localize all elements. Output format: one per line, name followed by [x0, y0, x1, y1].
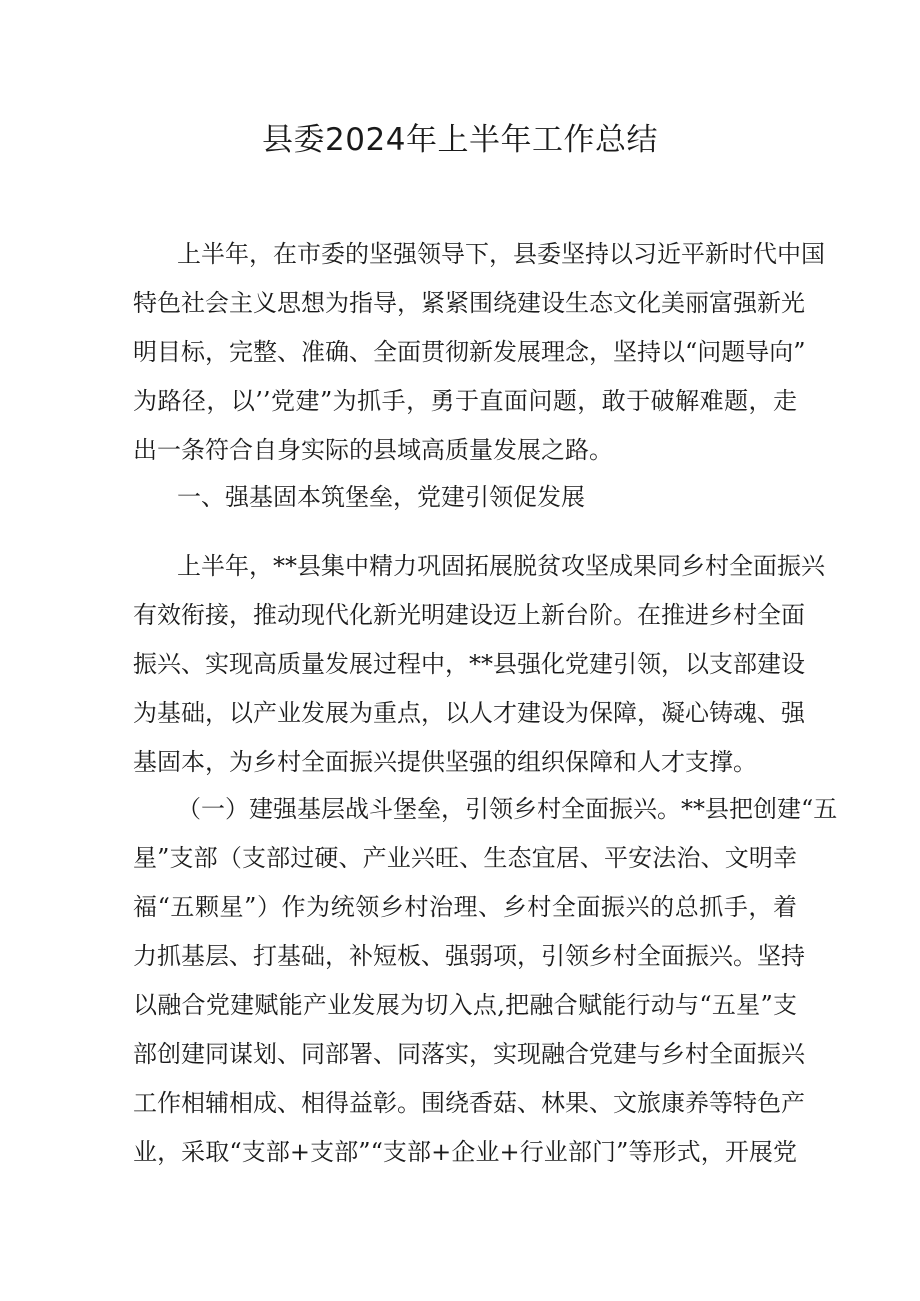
paragraph-line: 出一条符合自身实际的县域高质量发展之路。	[133, 436, 613, 464]
section-heading-text: 一、强基固本筑堡垒，党建引领促发展	[177, 483, 585, 511]
paragraph-section-1-1	[133, 785, 838, 1177]
paragraph-line: 业，采取“支部+支部”“支部+企业+行业部门”等形式，开展党	[133, 1138, 797, 1166]
paragraph-line: 星”支部（支部过硬、产业兴旺、生态宜居、平安法治、文明幸	[133, 844, 797, 872]
paragraph-line: 基固本，为乡村全面振兴提供坚强的组织保障和人才支撑。	[133, 748, 757, 776]
paragraph-line: 工作相辅相成、相得益彰。围绕香菇、林果、文旅康养等特色产	[133, 1089, 805, 1117]
paragraph-line: 力抓基层、打基础，补短板、强弱项，引领乡村全面振兴。坚持	[133, 942, 805, 970]
paragraph-intro	[133, 230, 825, 475]
document-title: 县委2024年上半年工作总结	[262, 122, 658, 158]
paragraph-line: 有效衔接，推动现代化新光明建设迈上新台阶。在推进乡村全面	[133, 601, 805, 629]
paragraph-line: 为路径，以’’党建”为抓手，勇于直面问题，敢于破解难题，走	[133, 387, 797, 415]
paragraph-line: 部创建同谋划、同部署、同落实，实现融合党建与乡村全面振兴	[133, 1040, 805, 1068]
paragraph-line: 上半年，**县集中精力巩固拓展脱贫攻坚成果同乡村全面振兴	[177, 552, 825, 580]
paragraph-line: 为基础，以产业发展为重点，以人才建设为保障，凝心铸魂、强	[133, 699, 805, 727]
paragraph-line: 振兴、实现高质量发展过程中，**县强化党建引领，以支部建设	[133, 650, 805, 678]
paragraph-line: 明目标，完整、准确、全面贯彻新发展理念，坚持以“问题导向”	[133, 338, 806, 366]
paragraph-line: 上半年，在市委的坚强领导下，县委坚持以习近平新时代中国	[177, 240, 825, 268]
paragraph-line: （一）建强基层战斗堡垒，引领乡村全面振兴。**县把创建“五	[177, 795, 838, 823]
paragraph-line: 特色社会主义思想为指导，紧紧围绕建设生态文化美丽富强新光	[133, 289, 805, 317]
paragraph-section-1	[133, 542, 825, 787]
paragraph-line: 福“五颗星”）作为统领乡村治理、乡村全面振兴的总抓手，着	[133, 893, 797, 921]
paragraph-line: 以融合党建赋能产业发展为切入点,把融合赋能行动与“五星”支	[133, 991, 797, 1019]
section-heading-1	[133, 473, 797, 522]
